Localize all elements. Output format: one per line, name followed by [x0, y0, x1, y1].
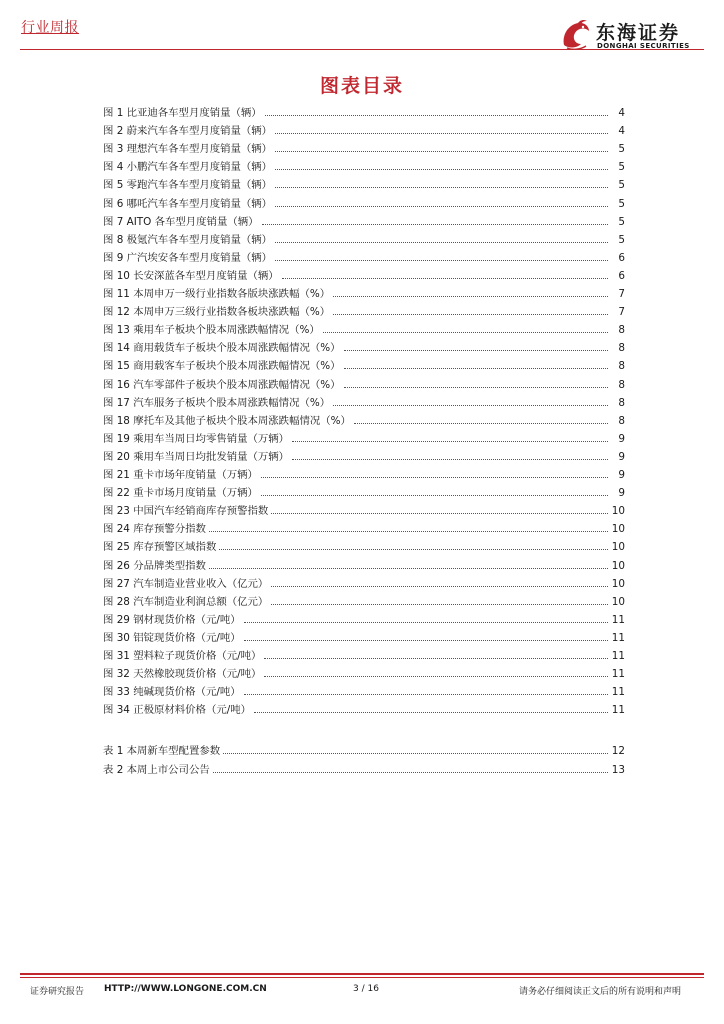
entry-page-number: 10	[611, 541, 625, 554]
footer-disclaimer: 请务必仔细阅读正文后的所有说明和声明	[519, 987, 682, 997]
toc-figure-entry[interactable]	[103, 409, 625, 427]
toc-figure-entry[interactable]	[103, 228, 625, 246]
dot-leader	[344, 387, 608, 388]
dot-leader	[333, 296, 608, 297]
entry-page-number: 8	[618, 342, 625, 355]
dot-leader	[323, 332, 608, 333]
entry-title: 表 2 本周上市公司公告	[103, 764, 210, 776]
toc-figure-entry[interactable]	[103, 626, 625, 644]
entry-title: 图 31 塑料粒子现货价格（元/吨）	[103, 650, 262, 662]
entry-page-number: 5	[618, 161, 625, 174]
dot-leader	[254, 712, 608, 713]
entry-page-number: 11	[611, 650, 625, 662]
entry-title: 图 22 重卡市场月度销量（万辆）	[103, 487, 258, 500]
entry-title: 图 11 本周申万一级行业指数各版块涨跌幅（%）	[103, 288, 331, 300]
entry-title: 图 8 极氪汽车各车型月度销量（辆）	[103, 233, 273, 246]
entry-title: 图 24 库存预警分指数	[103, 523, 206, 536]
entry-title: 图 29 钢材现货价格（元/吨）	[103, 613, 241, 626]
entry-page-number: 11	[611, 704, 625, 717]
entry-page-number: 12	[611, 745, 625, 757]
entry-page-number: 9	[618, 432, 625, 445]
dot-leader	[282, 278, 608, 279]
toc-figure-entry[interactable]	[103, 336, 625, 354]
toc-figure-entry[interactable]	[103, 427, 625, 445]
entry-page-number: 7	[618, 288, 625, 300]
entry-title: 图 15 商用载客车子板块个股本周涨跌幅情况（%）	[103, 360, 341, 373]
entry-page-number: 13	[611, 764, 625, 776]
toc-figure-entry[interactable]	[103, 246, 625, 264]
toc-figure-entry[interactable]	[103, 354, 625, 372]
entry-page-number: 6	[618, 251, 625, 264]
toc-figure-entry[interactable]	[103, 192, 625, 210]
dot-leader	[209, 568, 608, 569]
dot-leader	[271, 586, 608, 587]
entry-page-number: 5	[618, 179, 625, 192]
dot-leader	[354, 423, 608, 424]
toc-figure-entry[interactable]	[103, 590, 625, 608]
dot-leader	[213, 772, 608, 773]
dot-leader	[292, 459, 608, 460]
entry-title: 图 2 蔚来汽车各车型月度销量（辆）	[103, 125, 273, 138]
entry-page-number: 8	[618, 378, 625, 391]
entry-title: 图 21 重卡市场年度销量（万辆）	[103, 469, 258, 481]
entry-page-number: 9	[618, 469, 625, 481]
dot-leader	[219, 549, 608, 550]
entry-title: 图 25 库存预警区域指数	[103, 541, 217, 554]
toc-figure-entry[interactable]	[103, 698, 625, 716]
entry-page-number: 10	[611, 559, 625, 572]
entry-page-number: 10	[611, 505, 625, 518]
entry-title: 图 23 中国汽车经销商库存预警指数	[103, 505, 269, 518]
entry-title: 图 20 乘用车当周日均批发销量（万辆）	[103, 450, 290, 463]
entry-title: 图 7 AITO 各车型月度销量（辆）	[103, 215, 259, 228]
page-title: 图表目录	[319, 75, 404, 97]
toc-figure-entry[interactable]	[103, 210, 625, 228]
entry-page-number: 11	[611, 631, 625, 644]
entry-title: 图 27 汽车制造业营业收入（亿元）	[103, 577, 269, 590]
dot-leader	[275, 260, 608, 261]
entry-title: 图 5 零跑汽车各车型月度销量（辆）	[103, 179, 273, 192]
dot-leader	[261, 477, 608, 478]
entry-page-number: 6	[618, 269, 625, 282]
entry-page-number: 10	[611, 595, 625, 608]
toc-figure-entry[interactable]	[103, 155, 625, 173]
entry-page-number: 11	[611, 686, 625, 699]
footer-divider-thin	[20, 977, 704, 978]
entry-title: 表 1 本周新车型配置参数	[103, 745, 221, 757]
toc-figure-entry[interactable]	[103, 499, 625, 517]
toc-figure-entry[interactable]	[103, 517, 625, 535]
dot-leader	[275, 169, 608, 170]
dot-leader	[244, 622, 608, 623]
toc-figure-entry[interactable]	[103, 680, 625, 698]
dot-leader	[344, 368, 608, 369]
footer-report-type: 证券研究报告	[30, 987, 85, 997]
dot-leader	[271, 604, 608, 605]
logo-chinese-name: 东海证券	[596, 22, 681, 44]
entry-page-number: 7	[618, 306, 625, 319]
toc-figure-entry[interactable]	[103, 608, 625, 626]
dot-leader	[209, 531, 608, 532]
entry-page-number: 8	[618, 396, 625, 409]
dot-leader	[344, 350, 608, 351]
toc-figure-entry[interactable]	[103, 101, 625, 119]
entry-page-number: 10	[611, 577, 625, 590]
dot-leader	[271, 513, 608, 514]
toc-figure-entry[interactable]	[103, 445, 625, 463]
entry-title: 图 1 比亚迪各车型月度销量（辆）	[103, 107, 262, 119]
toc-figure-entry[interactable]	[103, 137, 625, 155]
toc-figure-entry[interactable]	[103, 300, 625, 318]
dot-leader	[275, 187, 608, 188]
footer-website-link[interactable]: HTTP://WWW.LONGONE.COM.CN	[104, 984, 267, 994]
dot-leader	[244, 640, 608, 641]
dot-leader	[275, 151, 608, 152]
entry-page-number: 5	[618, 197, 625, 210]
entry-title: 图 18 摩托车及其他子板块个股本周涨跌幅情况（%）	[103, 414, 351, 427]
entry-title: 图 12 本周申万三级行业指数各板块涨跌幅（%）	[103, 306, 331, 319]
toc-figure-entry[interactable]	[103, 554, 625, 572]
toc-figure-entry[interactable]	[103, 173, 625, 191]
footer-divider-thick	[20, 973, 704, 975]
toc-figure-entry[interactable]	[103, 282, 625, 300]
dot-leader	[264, 658, 608, 659]
entry-title: 图 17 汽车服务子板块个股本周涨跌幅情况（%）	[103, 396, 331, 409]
entry-page-number: 5	[618, 233, 625, 246]
dot-leader	[244, 694, 608, 695]
toc-figure-entry[interactable]	[103, 535, 625, 553]
dot-leader	[275, 206, 608, 207]
dot-leader	[333, 314, 608, 315]
entry-page-number: 9	[618, 450, 625, 463]
entry-page-number: 5	[618, 215, 625, 228]
toc-table-entry[interactable]	[103, 739, 625, 757]
entry-page-number: 8	[618, 414, 625, 427]
entry-title: 图 4 小鹏汽车各车型月度销量（辆）	[103, 161, 273, 174]
dot-leader	[292, 441, 608, 442]
dot-leader	[333, 405, 608, 406]
dot-leader	[275, 242, 608, 243]
dot-leader	[265, 115, 608, 116]
dot-leader	[261, 495, 608, 496]
entry-page-number: 4	[618, 125, 625, 138]
entry-title: 图 19 乘用车当周日均零售销量（万辆）	[103, 432, 290, 445]
entry-title: 图 3 理想汽车各车型月度销量（辆）	[103, 143, 273, 156]
toc-figure-entry[interactable]	[103, 264, 625, 282]
toc-figure-entry[interactable]	[103, 318, 625, 336]
donghai-logo	[558, 17, 708, 53]
entry-title: 图 34 正极原材料价格（元/吨）	[103, 704, 252, 717]
toc-figure-entry[interactable]	[103, 572, 625, 590]
header-section-tag: 行业周报	[21, 20, 79, 36]
toc-figure-entry[interactable]	[103, 662, 625, 680]
entry-title: 图 33 纯碱现货价格（元/吨）	[103, 686, 241, 699]
entry-title: 图 10 长安深蓝各车型月度销量（辆）	[103, 269, 279, 282]
logo-english-name: DONGHAI SECURITIES	[597, 42, 690, 50]
header-divider	[20, 49, 704, 50]
toc-figure-entry[interactable]	[103, 391, 625, 409]
toc-figure-entry[interactable]	[103, 463, 625, 481]
footer-page-number: 3 / 16	[353, 984, 379, 994]
entry-title: 图 6 哪吒汽车各车型月度销量（辆）	[103, 197, 273, 210]
entry-page-number: 10	[611, 523, 625, 536]
entry-title: 图 26 分品牌类型指数	[103, 559, 206, 572]
entry-title: 图 14 商用载货车子板块个股本周涨跌幅情况（%）	[103, 342, 341, 355]
entry-page-number: 11	[611, 613, 625, 626]
entry-page-number: 4	[618, 107, 625, 119]
entry-title: 图 32 天然橡胶现货价格（元/吨）	[103, 668, 262, 681]
toc-figure-entry[interactable]	[103, 644, 625, 662]
entry-page-number: 5	[618, 143, 625, 156]
toc-table-entry[interactable]	[103, 758, 625, 776]
dot-leader	[262, 224, 608, 225]
toc-figure-entry[interactable]	[103, 119, 625, 137]
dragon-logo-icon	[558, 17, 594, 53]
entry-page-number: 9	[618, 487, 625, 500]
toc-figure-entry[interactable]	[103, 373, 625, 391]
entry-page-number: 8	[618, 324, 625, 337]
dot-leader	[223, 753, 608, 754]
toc-figure-entry[interactable]	[103, 481, 625, 499]
dot-leader	[275, 133, 608, 134]
entry-page-number: 8	[618, 360, 625, 373]
entry-title: 图 9 广汽埃安各车型月度销量（辆）	[103, 251, 273, 264]
entry-page-number: 11	[611, 668, 625, 681]
entry-title: 图 13 乘用车子板块个股本周涨跌幅情况（%）	[103, 324, 320, 337]
entry-title: 图 16 汽车零部件子板块个股本周涨跌幅情况（%）	[103, 378, 341, 391]
entry-title: 图 30 铝锭现货价格（元/吨）	[103, 631, 241, 644]
dot-leader	[264, 676, 608, 677]
entry-title: 图 28 汽车制造业利润总额（亿元）	[103, 595, 269, 608]
